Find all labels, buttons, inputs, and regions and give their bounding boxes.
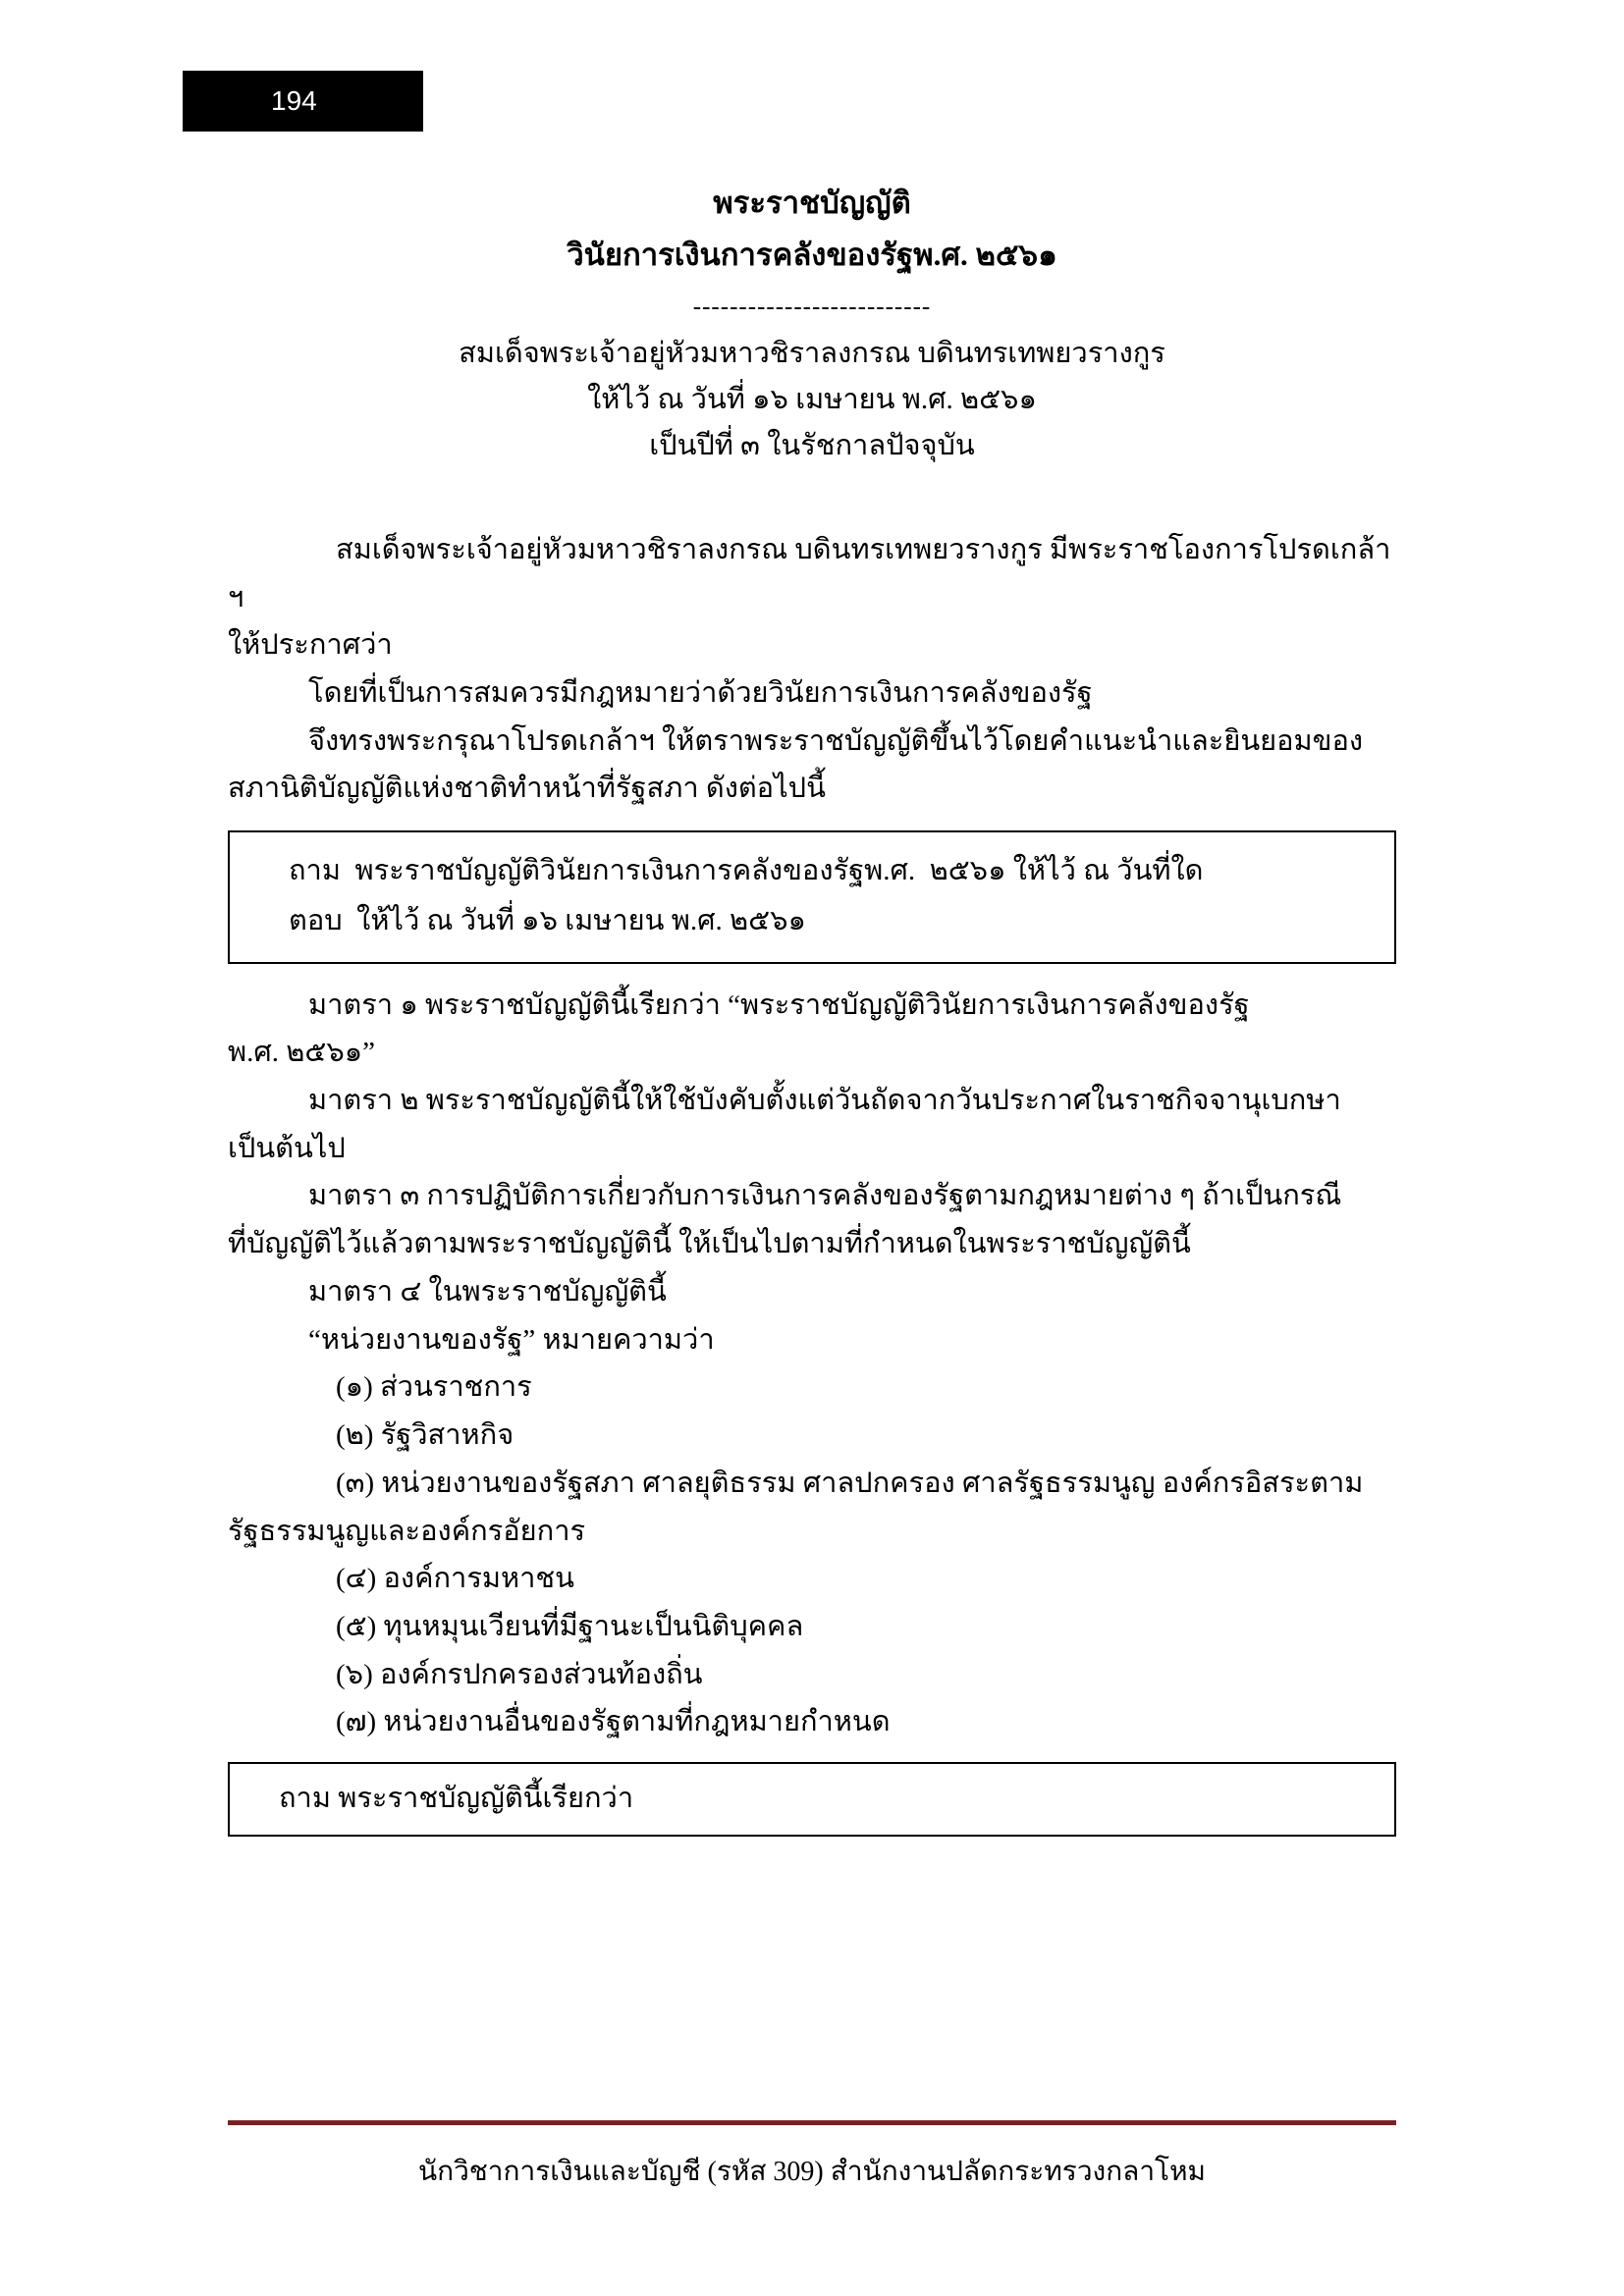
document-body — [228, 526, 1396, 1838]
qa-box-one — [228, 830, 1396, 964]
list-item: (๕) ทุนหมุนเวียนที่มีฐานะเป็นนิติบุคคล — [336, 1610, 804, 1642]
section-3-line-1: มาตรา ๓ การปฏิบัติการเกี่ยวกับการเงินการคลังของรัฐตามกฎหมายต่าง ๆ ถ้าเป็นกรณี — [308, 1180, 1342, 1212]
list-item: (๔) องค์การมหาชน — [336, 1563, 574, 1595]
list-item-3-continuation: รัฐธรรมนูญและองค์กรอัยการ — [228, 1515, 586, 1547]
paragraph-royal-command: สมเด็จพระเจ้าอยู่หัวมหาวชิราลงกรณ บดินทรเทพยวรางกูร มีพระราชโองการโปรดเกล้า ฯ — [228, 533, 1391, 614]
qa-answer-1: ตอบ ให้ไว้ ณ วันที่ ๑๖ เมษายน พ.ศ. ๒๕๖๑ — [289, 904, 806, 936]
qa-question-2: ถาม พระราชบัญญัตินี้เรียกว่า — [279, 1783, 634, 1815]
paragraph-enactment-2: สภานิติบัญญัติแห่งชาติทำหน้าที่รัฐสภา ดังต่อไปนี้ — [228, 773, 826, 805]
footer-divider — [228, 2120, 1396, 2125]
section-2-line-1: มาตรา ๒ พระราชบัญญัตินี้ให้ใช้บังคับตั้งแต่วันถัดจากวันประกาศในราชกิจจานุเบกษา — [308, 1085, 1341, 1117]
title-line-1: พระราชบัญญัติ — [713, 186, 911, 220]
section-1-line-1: มาตรา ๑ พระราชบัญญัตินี้เรียกว่า “พระราชบัญญัติวินัยการเงินการคลังของรัฐ — [308, 988, 1250, 1021]
paragraph-enactment-1: จึงทรงพระกรุณาโปรดเกล้าฯ ให้ตราพระราชบัญญัติขึ้นไว้โดยคำแนะนำและยินยอมของ — [308, 724, 1364, 757]
paragraph-proclaim: ให้ประกาศว่า — [228, 629, 393, 662]
section-1-line-2: พ.ศ. ๒๕๖๑” — [228, 1037, 376, 1069]
document-content — [228, 182, 1396, 1837]
section-2-line-2: เป็นต้นไป — [228, 1132, 346, 1164]
list-item: (๖) องค์กรปกครองส่วนท้องถิ่น — [336, 1658, 703, 1690]
title-line-2: วินัยการเงินการคลังของรัฐพ.ศ. ๒๕๖๑ — [567, 237, 1057, 272]
preamble-line-1: สมเด็จพระเจ้าอยู่หัวมหาวชิราลงกรณ บดินทรเทพยวรางกูร — [459, 337, 1165, 369]
footer-text: นักวิชาการเงินและบัญชี (รหัส 309) สำนักงานปลัดกระทรวงกลาโหม — [417, 2157, 1207, 2187]
list-item: (๒) รัฐวิสาหกิจ — [336, 1419, 514, 1452]
dashed-separator: -------------------------- — [692, 293, 932, 320]
list-item: (๑) ส่วนราชการ — [336, 1371, 532, 1404]
section-4-heading: มาตรา ๔ ในพระราชบัญญัตินี้ — [308, 1275, 667, 1308]
paragraph-rationale: โดยที่เป็นการสมควรมีกฎหมายว่าด้วยวินัยการเงินการคลังของรัฐ — [308, 676, 1093, 709]
document-title — [228, 182, 1396, 278]
section-3-line-2: ที่บัญญัติไว้แล้วตามพระราชบัญญัตินี้ ให้เป็นไปตามที่กำหนดในพระราชบัญญัตินี้ — [228, 1228, 1191, 1260]
list-item: (๗) หน่วยงานอื่นของรัฐตามที่กฎหมายกำหนด — [336, 1706, 891, 1738]
definition-heading: “หน่วยงานของรัฐ” หมายความว่า — [308, 1323, 715, 1356]
page-number-tab: 194 — [183, 71, 423, 132]
preamble-line-2: ให้ไว้ ณ วันที่ ๑๖ เมษายน พ.ศ. ๒๕๖๑ — [587, 383, 1037, 415]
qa-box-two — [228, 1762, 1396, 1837]
list-item: (๓) หน่วยงานของรัฐสภา ศาลยุติธรรม ศาลปกครอง ศาลรัฐธรรมนูญ องค์กรอิสระตาม — [336, 1467, 1364, 1499]
qa-question-1: ถาม พระราชบัญญัติวินัยการเงินการคลังของรัฐพ.ศ. ๒๕๖๑ ให้ไว้ ณ วันที่ใด — [289, 855, 1204, 887]
preamble-line-3: เป็นปีที่ ๓ ในรัชกาลปัจจุบัน — [649, 429, 975, 461]
